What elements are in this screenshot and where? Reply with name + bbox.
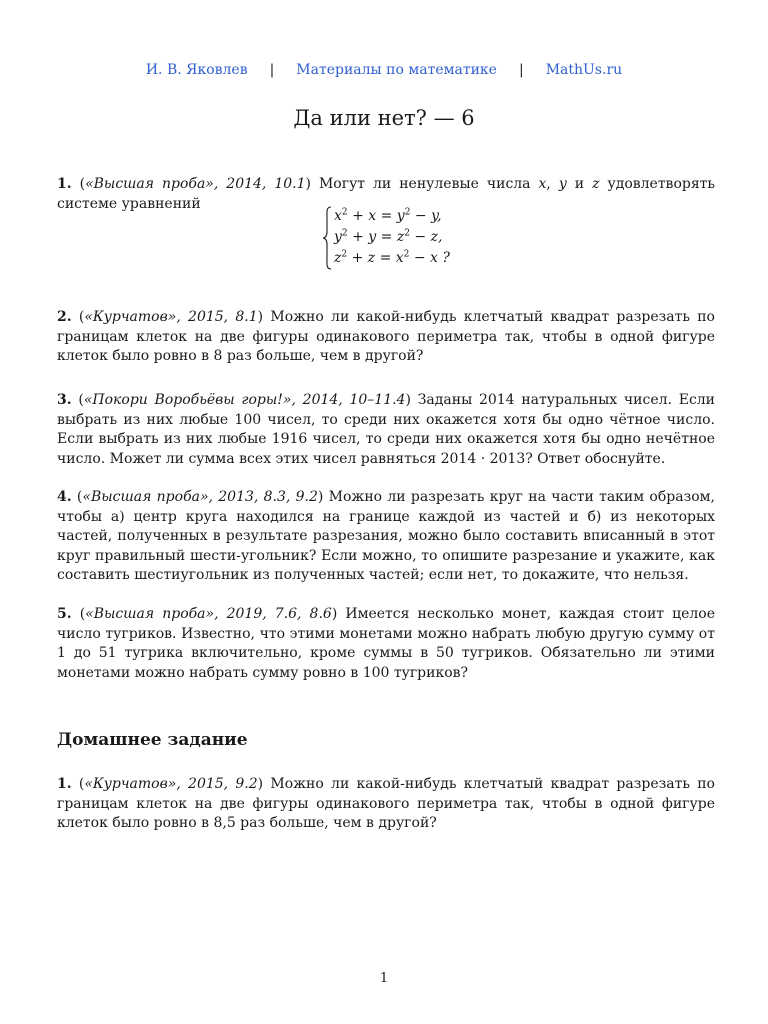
problem-number: 3. — [57, 392, 72, 408]
page-title: Да или нет? — 6 — [293, 106, 475, 130]
problem-source: «Высшая проба», 2019, 7.6, 8.6 — [85, 606, 332, 622]
problem-source: «Курчатов», 2015, 9.2 — [84, 776, 258, 792]
homework-problem-1: 1. («Курчатов», 2015, 9.2) Можно ли какой-нибудь клетчатый квадрат разрезать по границам клеток на две фигуры одинакового периметра так, чтобы в одной фигуре клеток было ровно в 8,5 раз больше, чем в другой? — [57, 776, 715, 831]
problem-3: 3. («Покори Воробьёвы горы!», 2014, 10–11.4) Заданы 2014 натуральных чисел. Если выбрать из них любые 100 чисел, то среди них окажется хотя бы одно чётное число. Если выбрать из них любые 1916 чисел, то среди них окажется хотя бы одно нечётное число. Может ли сумма всех этих чисел равняться 2014 · 2013? Ответ обоснуйте. — [57, 392, 716, 467]
problem-text: Имеется несколько монет, каждая стоит целое число тугриков. Известно, что этими монетами можно набрать любую другую сумму от 1 до 51 тугрика включительно, кроме суммы в 50 тугриков. Обязательно ли этими монетами можно набрать сумму ровно в 100 тугриков? — [57, 606, 716, 681]
homework-title: Домашнее задание — [57, 730, 248, 750]
equation-line: $y^2 + y = z^2 - z$, — [334, 228, 443, 245]
problem-5: 5. («Высшая проба», 2019, 7.6, 8.6) Имеется несколько монет, каждая стоит целое число тугриков. Известно, что этими монетами можно набрать любую другую сумму от 1 до 51 тугрика включительно, кроме суммы в 50 тугриков. Обязательно ли этими монетами можно набрать сумму ровно в 100 тугриков? — [57, 606, 716, 681]
problem-number: 1. — [57, 776, 72, 792]
header-separator: | — [518, 62, 524, 78]
author-link[interactable]: И. В. Яковлев — [145, 62, 248, 78]
problem-source: «Покори Воробьёвы горы!», 2014, 10–11.4 — [83, 392, 406, 408]
equation-line: $z^2 + z = x^2 - x$ ? — [334, 249, 450, 266]
problem-source: «Курчатов», 2015, 8.1 — [84, 309, 258, 325]
problem-4: 4. («Высшая проба», 2013, 8.3, 9.2) Можно ли разрезать круг на части таким образом, чтобы а) центр круга находился на границе каждой из частей и б) из некоторых частей, полученных в результате разрезания, можно было составить вписанный в этот круг правильный шести-угольник? Если можно, то опишите разрезание и укажите, как составить шестиугольник из полученных частей; если нет, то докажите, что нельзя. — [57, 489, 715, 583]
math-punct: , — [546, 176, 551, 192]
equation-system — [322, 206, 450, 269]
problem-text: Можно ли разрезать круг на части таким образом, чтобы а) центр круга находился на границе каждой из частей и б) из некоторых частей, полученных в результате разрезания, можно было составить вписанный в этот круг правильный шести-угольник? Если можно, то опишите разрезание и укажите, как составить шестиугольник из полученных частей; если нет, то докажите, что нельзя. — [57, 489, 715, 583]
problem-1: 1. («Высшая проба», 2014, 10.1) Могут ли ненулевые числа x, y и z удовлетворять системе уравнений — [57, 176, 716, 212]
problem-text: удовлетворять системе уравнений — [57, 176, 716, 212]
math-var: y — [558, 176, 567, 192]
problem-text: Могут ли ненулевые числа — [318, 176, 531, 192]
equation-line: $x^2 + x = y^2 - y$, — [334, 207, 442, 224]
math-var: z — [592, 176, 600, 192]
site-link[interactable]: MathUs.ru — [545, 62, 623, 78]
page-number: 1 — [379, 971, 389, 986]
problem-number: 4. — [57, 489, 72, 505]
problem-number: 1. — [57, 176, 72, 192]
problem-number: 2. — [57, 309, 72, 325]
problem-text: Можно ли какой-нибудь клетчатый квадрат разрезать по границам клеток на две фигуры одинакового периметра так, чтобы в одной фигуре клеток было ровно в 8,5 раз больше, чем в другой? — [57, 776, 715, 831]
problem-source: «Высшая проба», 2014, 10.1 — [85, 176, 306, 192]
materials-link[interactable]: Материалы по математике — [296, 62, 497, 78]
problem-source: «Высшая проба», 2013, 8.3, 9.2 — [82, 489, 318, 505]
problem-text: и — [574, 176, 585, 192]
problem-text: Заданы 2014 натуральных чисел. Если выбрать из них любые 100 чисел, то среди них окажется хотя бы одно чётное число. Если выбрать из них любые 1916 чисел, то среди них окажется хотя бы одно нечётное число. Может ли сумма всех этих чисел равняться 2014 · 2013? Ответ обоснуйте. — [57, 392, 716, 467]
problem-2: 2. («Курчатов», 2015, 8.1) Можно ли какой-нибудь клетчатый квадрат разрезать по границам клеток на две фигуры одинакового периметра так, чтобы в одной фигуре клеток было ровно в 8 раз больше, чем в другой? — [57, 309, 715, 364]
problem-text: Можно ли какой-нибудь клетчатый квадрат разрезать по границам клеток на две фигуры одинакового периметра так, чтобы в одной фигуре клеток было ровно в 8 раз больше, чем в другой? — [57, 309, 715, 364]
problem-number: 5. — [57, 606, 72, 622]
left-brace-icon — [322, 206, 332, 270]
page-header — [0, 62, 768, 78]
math-var: x — [538, 176, 547, 192]
header-separator: | — [269, 62, 275, 78]
